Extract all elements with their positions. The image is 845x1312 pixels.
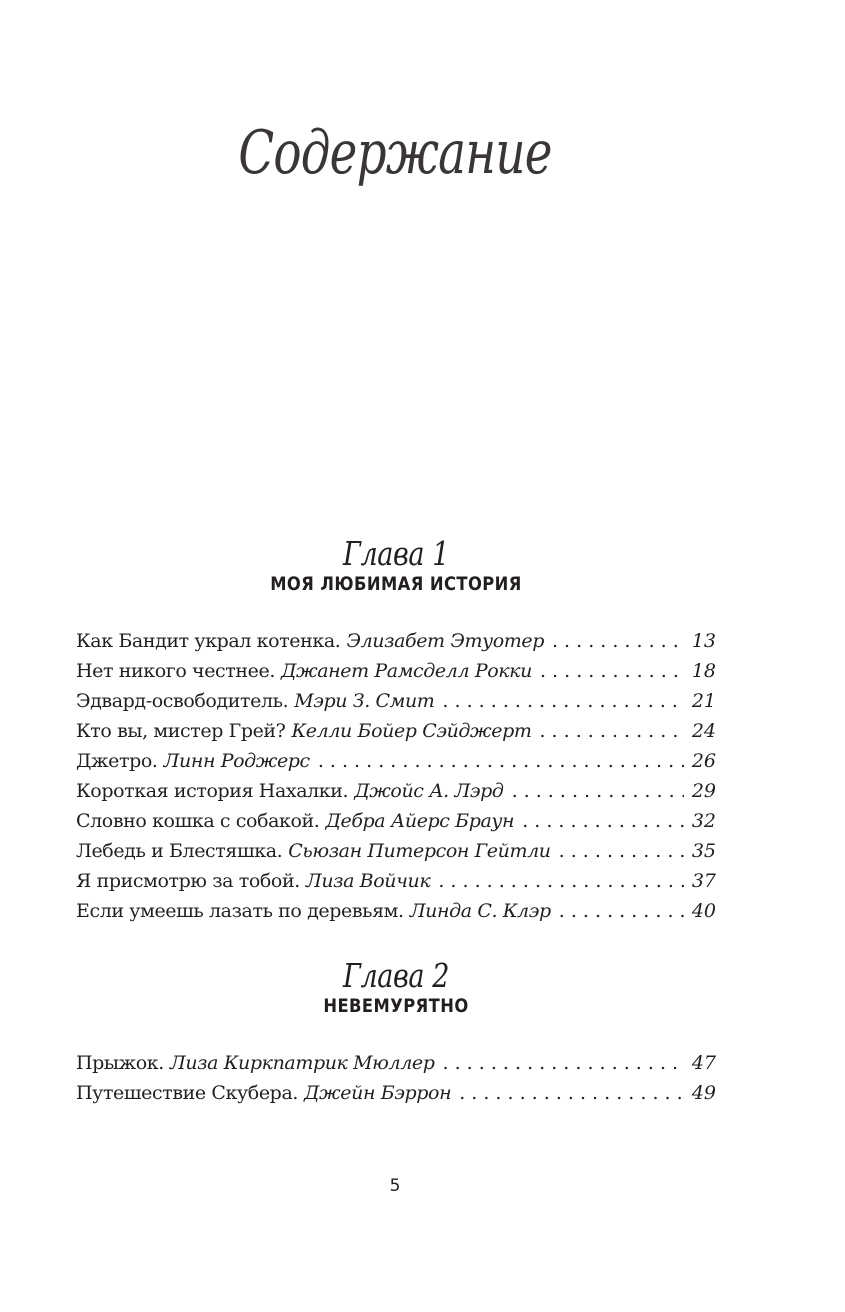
entry-page-number: 32 [691,810,716,832]
chapter-2 [76,958,716,1108]
dot-leader [438,866,683,896]
entry-page-number: 18 [691,660,716,682]
entry-title: Эдвард-освободитель. [76,690,289,712]
entry-author: Элизабет Этуотер [346,630,544,652]
toc-entry[interactable] [76,746,716,776]
chapter-1 [76,536,716,926]
toc-entry[interactable] [76,896,716,926]
toc-entry[interactable] [76,1078,716,1108]
chapter-heading [76,958,716,1018]
dot-leader [522,806,684,836]
toc-entry[interactable] [76,836,716,866]
entry-title: Я присмотрю за тобой. [76,870,300,892]
dot-leader [559,836,684,866]
entry-author: Линда С. Клэр [409,900,551,922]
toc-entry[interactable] [76,686,716,716]
entry-page-number: 49 [691,1082,716,1104]
page-title: Содержание [238,118,552,188]
toc-entry[interactable] [76,806,716,836]
entry-title: Если умеешь лазать по деревьям. [76,900,404,922]
entry-title: Кто вы, мистер Грей? [76,720,286,742]
chapter-name: МОЯ ЛЮБИМАЯ ИСТОРИЯ [270,573,522,595]
chapter-label: Глава 2 [342,956,450,995]
entry-title: Как Бандит украл котенка. [76,630,341,652]
entry-page-number: 40 [691,900,716,922]
dot-leader [512,776,684,806]
entry-page-number: 47 [691,1052,716,1074]
dot-leader [443,1048,684,1078]
toc-list [76,626,716,926]
entry-author: Джейн Бэррон [304,1082,452,1104]
dot-leader [559,896,684,926]
dot-leader [318,746,684,776]
entry-title: Нет никого честнее. [76,660,275,682]
entry-author: Джойс А. Лэрд [354,780,504,802]
entry-author: Келли Бойер Сэйджерт [291,720,532,742]
entry-title: Лебедь и Блестяшка. [76,840,283,862]
entry-title: Словно кошка с собакой. [76,810,320,832]
toc-list [76,1048,716,1108]
entry-author: Мэри З. Смит [294,690,435,712]
entry-page-number: 35 [691,840,716,862]
dot-leader [552,626,684,656]
entry-title: Короткая история Нахалки. [76,780,349,802]
entry-author: Дебра Айерс Браун [325,810,515,832]
toc-entry[interactable] [76,656,716,686]
toc-entry[interactable] [76,1048,716,1078]
dot-leader [442,686,683,716]
entry-page-number: 29 [691,780,716,802]
chapter-heading [76,536,716,596]
chapter-name: НЕВЕМУРЯТНО [323,995,469,1017]
entry-author: Лиза Киркпатрик Мюллер [169,1052,435,1074]
entry-page-number: 24 [691,720,716,742]
page-number: 5 [389,1176,401,1196]
toc-entry[interactable] [76,626,716,656]
toc-entry[interactable] [76,716,716,746]
toc-entry[interactable] [76,776,716,806]
entry-author: Сьюзан Питерсон Гейтли [288,840,551,862]
dot-leader [540,656,684,686]
entry-author: Лиза Войчик [305,870,431,892]
entry-author: Линн Роджерс [163,750,310,772]
entry-page-number: 37 [691,870,716,892]
dot-leader [459,1078,684,1108]
entry-page-number: 13 [691,630,716,652]
entry-title: Прыжок. [76,1052,164,1074]
entry-page-number: 21 [691,690,716,712]
chapter-label: Глава 1 [342,534,450,573]
toc-entry[interactable] [76,866,716,896]
entry-title: Путешествие Скубера. [76,1082,299,1104]
entry-page-number: 26 [691,750,716,772]
dot-leader [539,716,683,746]
entry-author: Джанет Рамсделл Рокки [281,660,532,682]
entry-title: Джетро. [76,750,158,772]
